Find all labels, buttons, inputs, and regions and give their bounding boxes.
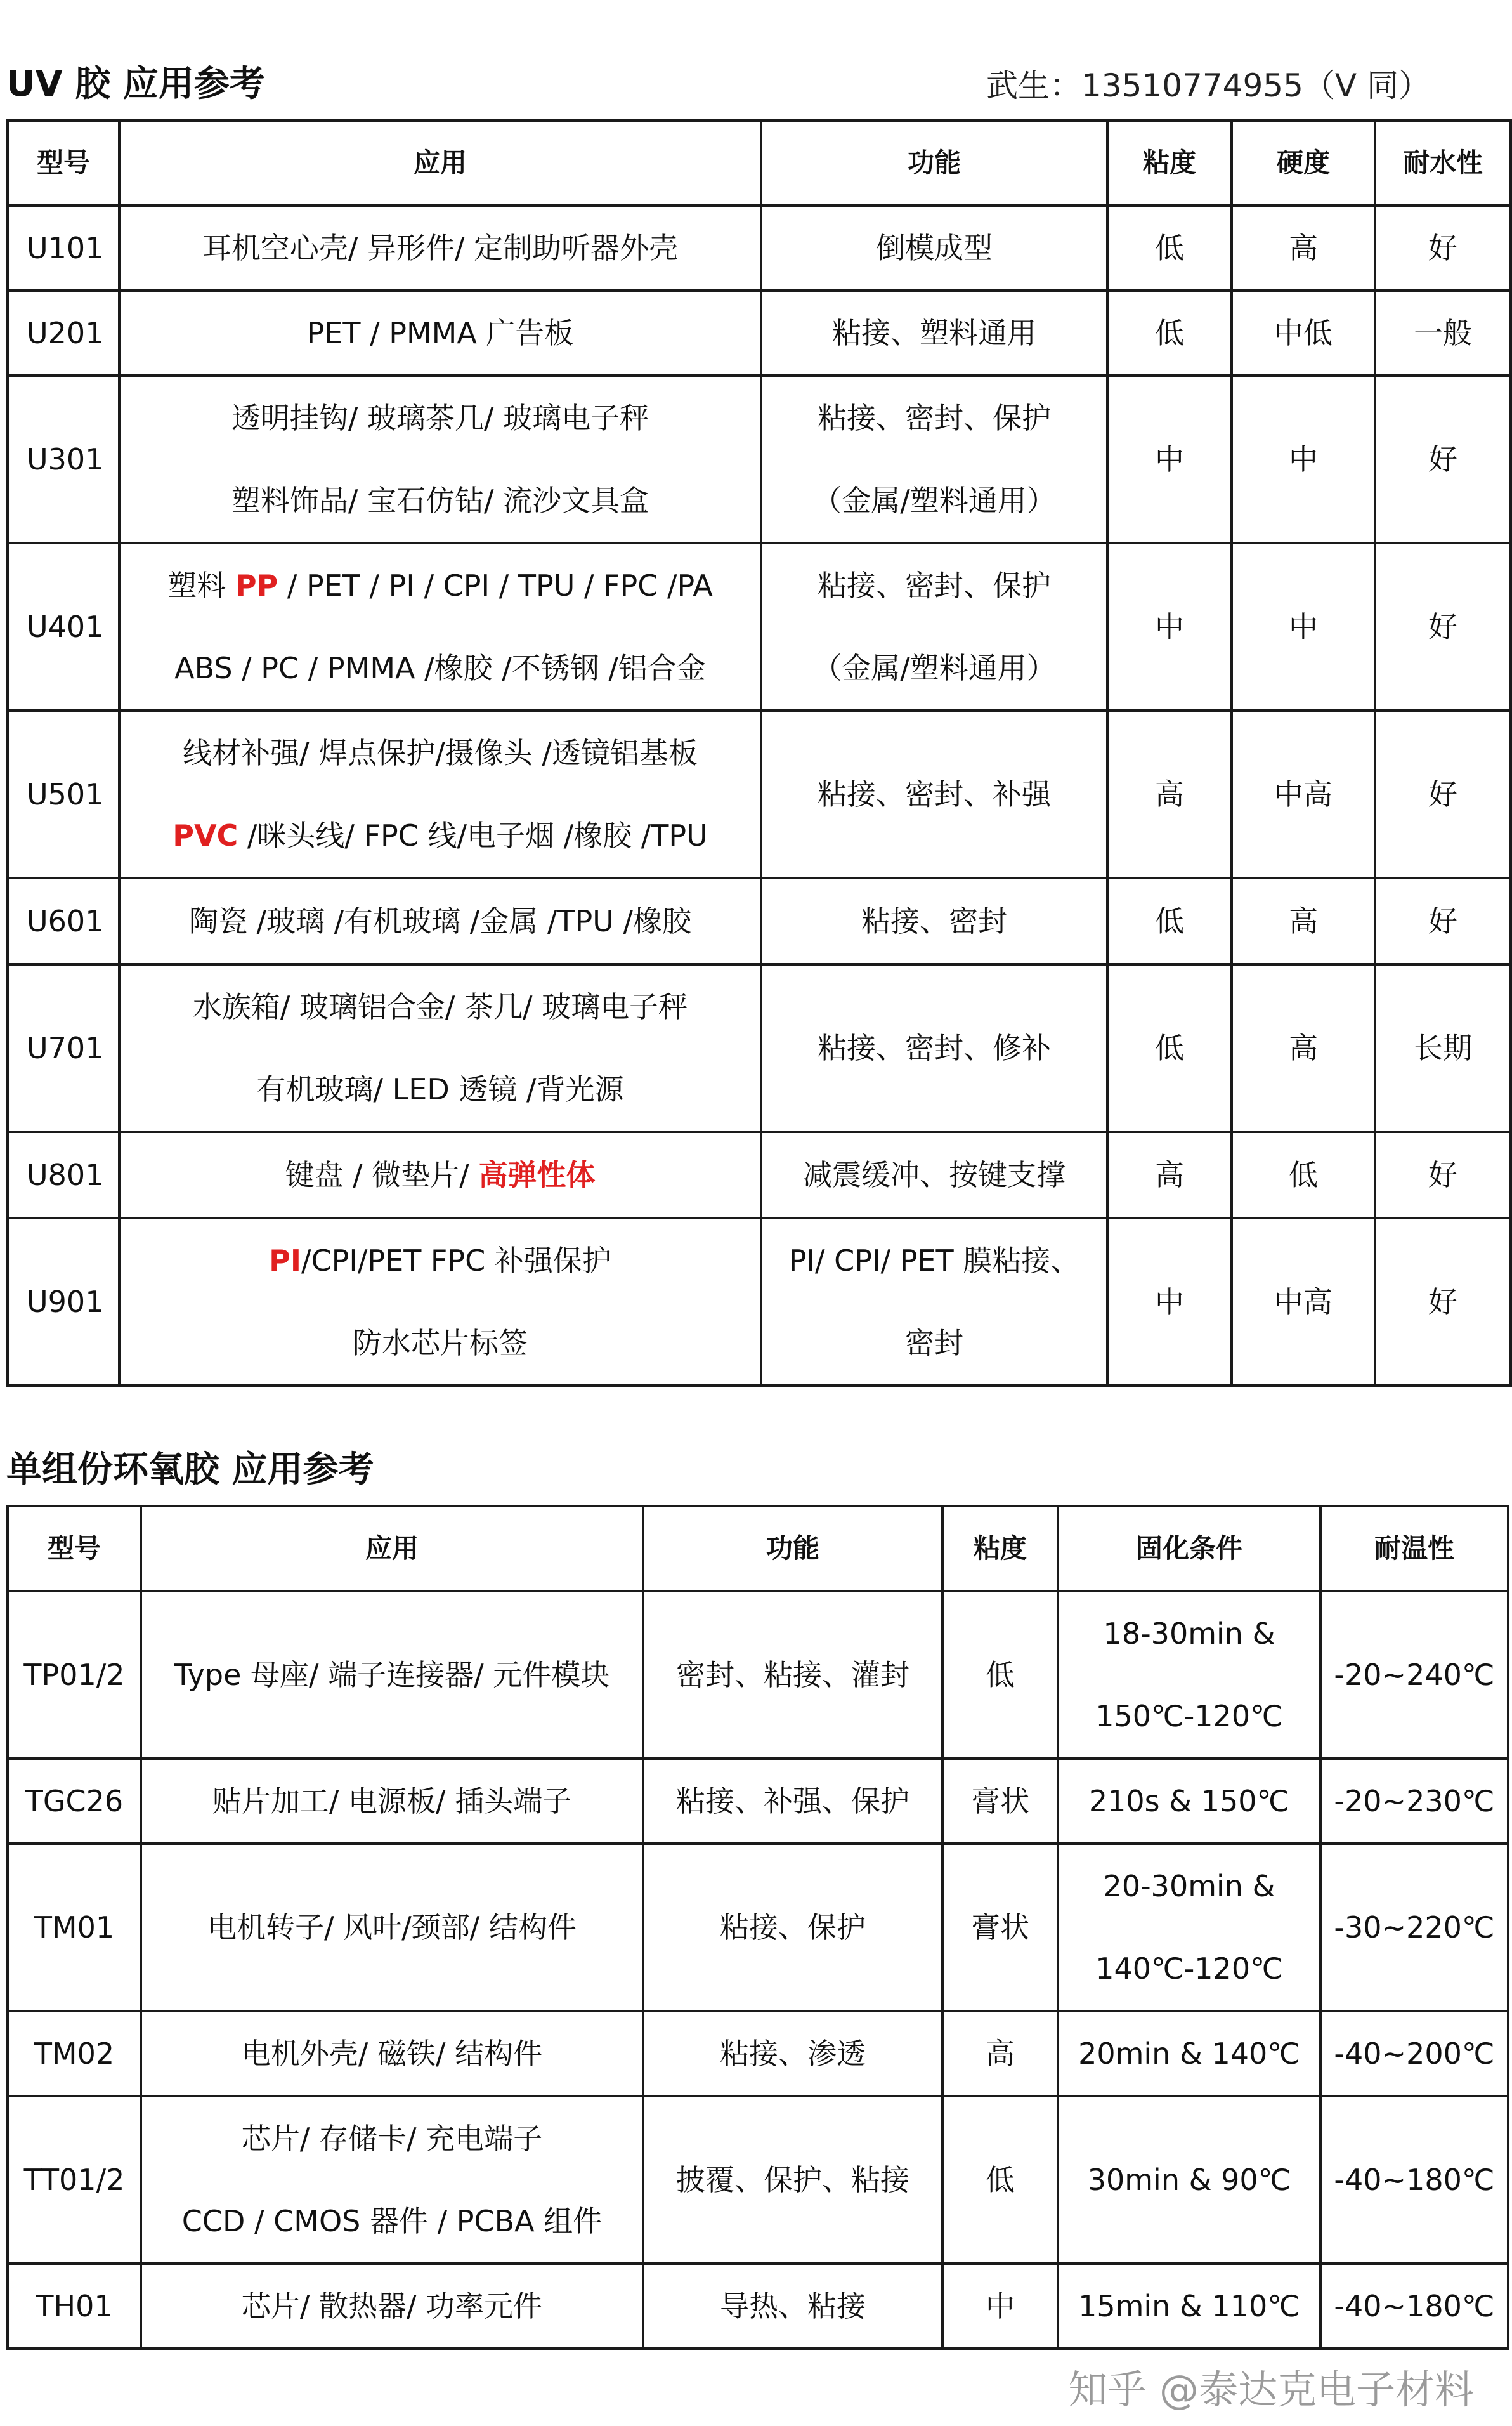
cure-cell: 15min & 110℃ bbox=[1058, 2264, 1320, 2349]
water-cell: 好 bbox=[1375, 711, 1511, 878]
model-cell: TM02 bbox=[8, 2011, 141, 2096]
header-water-resistance: 耐水性 bbox=[1375, 121, 1511, 206]
table-row bbox=[8, 1218, 1511, 1386]
hardness-cell: 高 bbox=[1232, 878, 1375, 964]
model-cell: TGC26 bbox=[8, 1759, 141, 1844]
water-cell: 一般 bbox=[1375, 291, 1511, 376]
uv-header-row bbox=[8, 121, 1511, 206]
table-row bbox=[8, 543, 1511, 711]
uv-table-title: UV 胶 应用参考 bbox=[6, 63, 265, 105]
function-line: 粘接、密封、保护 bbox=[818, 568, 1051, 603]
model-cell: TM01 bbox=[8, 1844, 141, 2011]
header-hardness: 硬度 bbox=[1232, 121, 1375, 206]
epoxy-table-title: 单组份环氧胶 应用参考 bbox=[6, 1449, 374, 1490]
application-line: 透明挂钩/ 玻璃茶几/ 玻璃电子秤 bbox=[231, 401, 649, 435]
header-function: 功能 bbox=[643, 1506, 942, 1591]
application-cell bbox=[141, 2096, 643, 2264]
contact-info: 武生：13510774955（V 同） bbox=[986, 67, 1431, 104]
cure-line: 20-30min & bbox=[1103, 1869, 1275, 1903]
application-cell: 电机外壳/ 磁铁/ 结构件 bbox=[141, 2011, 643, 2096]
header-curing-condition: 固化条件 bbox=[1058, 1506, 1320, 1591]
watermark: 知乎 @泰达克电子材料 bbox=[1068, 2366, 1474, 2413]
application-cell bbox=[119, 964, 761, 1132]
model-cell: U701 bbox=[8, 964, 119, 1132]
hardness-cell: 高 bbox=[1232, 206, 1375, 291]
temperature-cell: -20~230℃ bbox=[1320, 1759, 1508, 1844]
model-cell: TH01 bbox=[8, 2264, 141, 2349]
application-cell: 贴片加工/ 电源板/ 插头端子 bbox=[141, 1759, 643, 1844]
cure-cell: 210s & 150℃ bbox=[1058, 1759, 1320, 1844]
function-line: 密封 bbox=[905, 1326, 963, 1360]
header-viscosity: 粘度 bbox=[942, 1506, 1058, 1591]
epoxy-header-row bbox=[8, 1506, 1508, 1591]
temperature-cell: -40~180℃ bbox=[1320, 2096, 1508, 2264]
epoxy-glue-table bbox=[6, 1505, 1509, 2350]
function-cell: 粘接、密封 bbox=[761, 878, 1107, 964]
temperature-cell: -40~200℃ bbox=[1320, 2011, 1508, 2096]
water-cell: 好 bbox=[1375, 206, 1511, 291]
application-cell bbox=[119, 1132, 761, 1218]
application-text: /咪头线/ FPC 线/电子烟 /橡胶 /TPU bbox=[238, 818, 708, 853]
function-cell: 倒模成型 bbox=[761, 206, 1107, 291]
application-line: 水族箱/ 玻璃铝合金/ 茶几/ 玻璃电子秤 bbox=[192, 990, 688, 1024]
application-cell bbox=[119, 543, 761, 711]
application-cell bbox=[119, 376, 761, 543]
application-cell: 芯片/ 散热器/ 功率元件 bbox=[141, 2264, 643, 2349]
cure-line: 18-30min & bbox=[1103, 1616, 1275, 1651]
application-text: 键盘 / 微垫片/ bbox=[285, 1158, 479, 1192]
application-text: /CPI/PET FPC 补强保护 bbox=[301, 1243, 611, 1278]
hardness-cell: 中高 bbox=[1232, 1218, 1375, 1386]
viscosity-cell: 高 bbox=[1107, 1132, 1232, 1218]
table-row bbox=[8, 1759, 1508, 1844]
function-cell bbox=[761, 543, 1107, 711]
model-cell: U401 bbox=[8, 543, 119, 711]
table-row bbox=[8, 878, 1511, 964]
application-text: 塑料 bbox=[167, 568, 235, 603]
application-cell bbox=[119, 1218, 761, 1386]
function-cell: 披覆、保护、粘接 bbox=[643, 2096, 942, 2264]
viscosity-cell: 中 bbox=[1107, 376, 1232, 543]
application-cell: PET / PMMA 广告板 bbox=[119, 291, 761, 376]
water-cell: 好 bbox=[1375, 878, 1511, 964]
water-cell: 好 bbox=[1375, 376, 1511, 543]
function-line: PI/ CPI/ PET 膜粘接、 bbox=[788, 1243, 1080, 1278]
function-cell: 密封、粘接、灌封 bbox=[643, 1591, 942, 1759]
model-cell: U601 bbox=[8, 878, 119, 964]
uv-glue-table bbox=[6, 119, 1512, 1387]
model-cell: U801 bbox=[8, 1132, 119, 1218]
viscosity-cell: 低 bbox=[942, 2096, 1058, 2264]
function-cell: 粘接、密封、修补 bbox=[761, 964, 1107, 1132]
viscosity-cell: 中 bbox=[1107, 543, 1232, 711]
viscosity-cell: 膏状 bbox=[942, 1844, 1058, 2011]
model-cell: U501 bbox=[8, 711, 119, 878]
table-row bbox=[8, 711, 1511, 878]
viscosity-cell: 中 bbox=[942, 2264, 1058, 2349]
table-row bbox=[8, 964, 1511, 1132]
cure-line: 140℃-120℃ bbox=[1095, 1951, 1283, 1986]
table-row bbox=[8, 2096, 1508, 2264]
header-temperature-resistance: 耐温性 bbox=[1320, 1506, 1508, 1591]
highlight-material: 高弹性体 bbox=[478, 1158, 596, 1192]
viscosity-cell: 中 bbox=[1107, 1218, 1232, 1386]
application-line bbox=[127, 794, 753, 877]
application-cell: 陶瓷 /玻璃 /有机玻璃 /金属 /TPU /橡胶 bbox=[119, 878, 761, 964]
cure-cell bbox=[1058, 1844, 1320, 2011]
application-line: ABS / PC / PMMA /橡胶 /不锈钢 /铝合金 bbox=[174, 651, 706, 685]
table-row bbox=[8, 1844, 1508, 2011]
table-row bbox=[8, 2264, 1508, 2349]
application-cell bbox=[119, 711, 761, 878]
function-cell: 粘接、渗透 bbox=[643, 2011, 942, 2096]
cure-cell bbox=[1058, 1591, 1320, 1759]
viscosity-cell: 膏状 bbox=[942, 1759, 1058, 1844]
application-line: 塑料饰品/ 宝石仿钻/ 流沙文具盒 bbox=[231, 483, 649, 518]
hardness-cell: 高 bbox=[1232, 964, 1375, 1132]
highlight-material: PI bbox=[269, 1243, 301, 1278]
application-line: CCD / CMOS 器件 / PCBA 组件 bbox=[181, 2204, 603, 2238]
model-cell: TP01/2 bbox=[8, 1591, 141, 1759]
function-cell bbox=[761, 376, 1107, 543]
application-line: 芯片/ 存储卡/ 充电端子 bbox=[241, 2121, 543, 2156]
table-row bbox=[8, 291, 1511, 376]
table-row bbox=[8, 1132, 1511, 1218]
hardness-cell: 中 bbox=[1232, 543, 1375, 711]
application-cell: Type 母座/ 端子连接器/ 元件模块 bbox=[141, 1591, 643, 1759]
function-line: 粘接、密封、保护 bbox=[818, 401, 1051, 435]
model-cell: U901 bbox=[8, 1218, 119, 1386]
header-viscosity: 粘度 bbox=[1107, 121, 1232, 206]
viscosity-cell: 低 bbox=[1107, 964, 1232, 1132]
temperature-cell: -30~220℃ bbox=[1320, 1844, 1508, 2011]
viscosity-cell: 低 bbox=[1107, 291, 1232, 376]
viscosity-cell: 高 bbox=[1107, 711, 1232, 878]
application-line bbox=[127, 1219, 753, 1302]
application-line: 有机玻璃/ LED 透镜 /背光源 bbox=[256, 1072, 624, 1106]
model-cell: TT01/2 bbox=[8, 2096, 141, 2264]
cure-cell: 30min & 90℃ bbox=[1058, 2096, 1320, 2264]
water-cell: 好 bbox=[1375, 1218, 1511, 1386]
temperature-cell: -20~240℃ bbox=[1320, 1591, 1508, 1759]
temperature-cell: -40~180℃ bbox=[1320, 2264, 1508, 2349]
function-line: （金属/塑料通用） bbox=[812, 651, 1056, 685]
application-line bbox=[127, 544, 753, 627]
function-cell: 导热、粘接 bbox=[643, 2264, 942, 2349]
table-row bbox=[8, 1591, 1508, 1759]
table-row bbox=[8, 2011, 1508, 2096]
header-application: 应用 bbox=[141, 1506, 643, 1591]
function-line: （金属/塑料通用） bbox=[812, 483, 1056, 518]
application-cell: 电机转子/ 风叶/颈部/ 结构件 bbox=[141, 1844, 643, 2011]
table-row bbox=[8, 376, 1511, 543]
application-line: 线材补强/ 焊点保护/摄像头 /透镜铝基板 bbox=[183, 736, 698, 770]
application-line: 防水芯片标签 bbox=[353, 1326, 528, 1360]
viscosity-cell: 低 bbox=[1107, 878, 1232, 964]
cure-line: 150℃-120℃ bbox=[1095, 1699, 1283, 1733]
application-text: / PET / PI / CPI / TPU / FPC /PA bbox=[278, 568, 713, 603]
header-model: 型号 bbox=[8, 1506, 141, 1591]
function-cell bbox=[761, 1218, 1107, 1386]
model-cell: U201 bbox=[8, 291, 119, 376]
table-row bbox=[8, 206, 1511, 291]
water-cell: 长期 bbox=[1375, 964, 1511, 1132]
function-cell: 粘接、密封、补强 bbox=[761, 711, 1107, 878]
viscosity-cell: 高 bbox=[942, 2011, 1058, 2096]
header-model: 型号 bbox=[8, 121, 119, 206]
highlight-material: PP bbox=[235, 568, 278, 603]
hardness-cell: 中 bbox=[1232, 376, 1375, 543]
cure-cell: 20min & 140℃ bbox=[1058, 2011, 1320, 2096]
model-cell: U101 bbox=[8, 206, 119, 291]
water-cell: 好 bbox=[1375, 1132, 1511, 1218]
function-cell: 粘接、塑料通用 bbox=[761, 291, 1107, 376]
header-function: 功能 bbox=[761, 121, 1107, 206]
function-cell: 粘接、保护 bbox=[643, 1844, 942, 2011]
water-cell: 好 bbox=[1375, 543, 1511, 711]
hardness-cell: 中低 bbox=[1232, 291, 1375, 376]
viscosity-cell: 低 bbox=[1107, 206, 1232, 291]
function-cell: 减震缓冲、按键支撑 bbox=[761, 1132, 1107, 1218]
application-cell: 耳机空心壳/ 异形件/ 定制助听器外壳 bbox=[119, 206, 761, 291]
model-cell: U301 bbox=[8, 376, 119, 543]
highlight-material: PVC bbox=[173, 818, 238, 853]
hardness-cell: 低 bbox=[1232, 1132, 1375, 1218]
function-cell: 粘接、补强、保护 bbox=[643, 1759, 942, 1844]
header-application: 应用 bbox=[119, 121, 761, 206]
viscosity-cell: 低 bbox=[942, 1591, 1058, 1759]
hardness-cell: 中高 bbox=[1232, 711, 1375, 878]
